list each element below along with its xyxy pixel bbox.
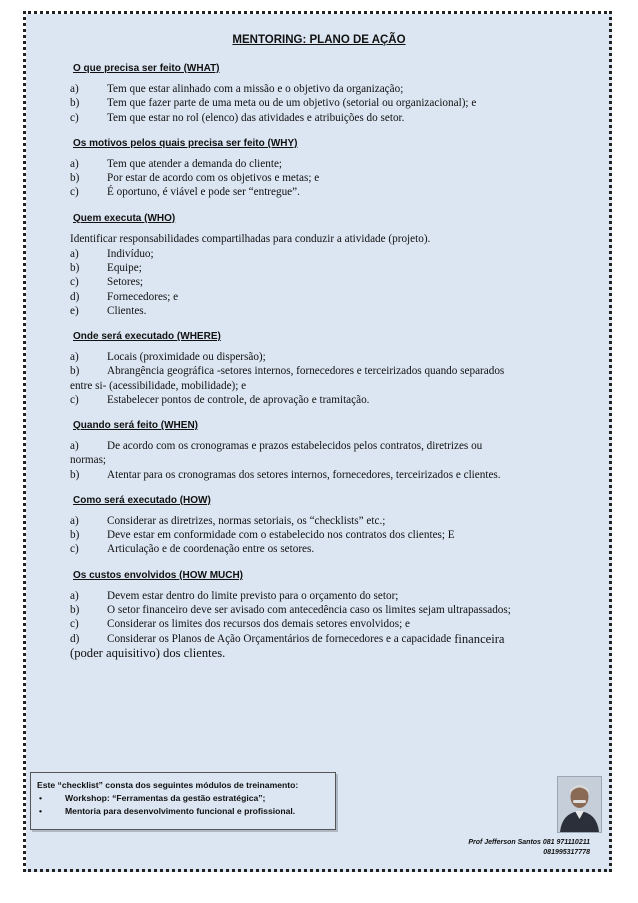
section-heading: Os motivos pelos quais precisa ser feito (WHY) bbox=[73, 137, 298, 149]
bullet-icon: • bbox=[39, 806, 43, 816]
list-item bbox=[70, 82, 590, 96]
person-portrait-icon bbox=[558, 777, 601, 832]
item-letter: b) bbox=[70, 97, 80, 110]
item-letter: c) bbox=[70, 393, 79, 406]
section-heading: O que precisa ser feito (WHAT) bbox=[73, 63, 220, 74]
signature-line-2: 081995317778 bbox=[543, 849, 590, 856]
signature-line-1: Prof Jefferson Santos 081 971110211 bbox=[468, 839, 590, 846]
item-text: Estabelecer pontos de controle, de aprovação e tramitação. bbox=[107, 393, 370, 406]
checklist-heading: Este “checklist” consta dos seguintes módulos de treinamento: bbox=[37, 780, 299, 790]
item-text: Considerar os limites dos recursos dos demais setores envolvidos; e bbox=[107, 618, 410, 631]
item-text: Devem estar dentro do limite previsto para o orçamento do setor; bbox=[107, 589, 399, 602]
item-letter: c) bbox=[70, 543, 79, 556]
item-text: Clientes. bbox=[107, 304, 147, 317]
item-text: Considerar as diretrizes, normas setoriais, os “checklists” etc.; bbox=[107, 515, 386, 528]
section-heading: Quem executa (WHO) bbox=[73, 212, 176, 224]
section bbox=[70, 212, 590, 318]
item-text: Abrangência geográfica -setores internos, fornecedores e terceirizados quando separados bbox=[107, 365, 505, 378]
list-item bbox=[70, 261, 590, 275]
section bbox=[70, 569, 590, 660]
item-text: De acordo com os cronogramas e prazos estabelecidos pelos contratos, diretrizes ou bbox=[107, 440, 483, 453]
checklist-bullet bbox=[37, 805, 329, 818]
item-text: Locais (proximidade ou dispersão); bbox=[107, 351, 266, 364]
item-letter: a) bbox=[70, 440, 79, 453]
item-text: Tem que estar alinhado com a missão e o objetivo da organização; bbox=[107, 83, 404, 96]
item-letter: a) bbox=[70, 248, 79, 261]
list-item bbox=[70, 514, 590, 528]
list-item bbox=[70, 275, 590, 289]
checklist-bullet-text: Workshop: “Ferramentas da gestão estratégica”; bbox=[65, 793, 266, 803]
document-body bbox=[70, 62, 590, 672]
item-text: Setores; bbox=[107, 276, 144, 289]
list-item bbox=[70, 528, 590, 542]
list-item bbox=[70, 393, 590, 407]
section bbox=[70, 494, 590, 557]
item-text: O setor financeiro deve ser avisado com antecedência caso os limites sejam ultrapassados; bbox=[107, 604, 511, 617]
item-letter: c) bbox=[70, 276, 79, 289]
item-text: Tem que estar no rol (elenco) das atividades e atribuições do setor. bbox=[107, 111, 405, 124]
item-continuation: (poder aquisitivo) dos clientes. bbox=[70, 645, 226, 660]
item-letter: c) bbox=[70, 111, 79, 124]
item-letter: b) bbox=[70, 365, 80, 378]
bullet-icon: • bbox=[39, 793, 43, 803]
list-item bbox=[70, 542, 590, 556]
list-item bbox=[70, 468, 590, 482]
item-letter: a) bbox=[70, 589, 79, 602]
item-letter: b) bbox=[70, 262, 80, 275]
section bbox=[70, 419, 590, 482]
list-item bbox=[70, 350, 590, 364]
item-text: É oportuno, é viável e pode ser “entregue”. bbox=[107, 186, 300, 199]
item-letter: b) bbox=[70, 529, 80, 542]
section bbox=[70, 137, 590, 200]
author-signature bbox=[420, 838, 590, 858]
item-letter: a) bbox=[70, 351, 79, 364]
list-item bbox=[70, 111, 590, 125]
item-text: Tem que fazer parte de uma meta ou de um objetivo (setorial ou organizacional); e bbox=[107, 97, 477, 110]
item-continuation: entre si- (acessibilidade, mobilidade); e bbox=[70, 379, 247, 392]
section-heading: Como será executado (HOW) bbox=[73, 494, 211, 506]
section-intro: Identificar responsabilidades compartilhadas para conduzir a atividade (projeto). bbox=[70, 232, 431, 245]
item-text: Atentar para os cronogramas dos setores internos, fornecedores, terceirizados e clientes. bbox=[107, 468, 501, 481]
item-letter: e) bbox=[70, 304, 79, 317]
item-letter: d) bbox=[70, 632, 80, 645]
list-item bbox=[70, 290, 590, 304]
list-item bbox=[70, 617, 590, 631]
item-letter: a) bbox=[70, 515, 79, 528]
section-heading: Quando será feito (WHEN) bbox=[73, 420, 199, 432]
checklist-bullet bbox=[37, 792, 329, 805]
item-text: Deve estar em conformidade com o estabelecido nos contratos dos clientes; E bbox=[107, 529, 455, 542]
list-item bbox=[70, 439, 590, 453]
list-item bbox=[70, 589, 590, 603]
checklist-bullet-text: Mentoria para desenvolvimento funcional e profissional. bbox=[65, 806, 296, 816]
section bbox=[70, 62, 590, 125]
list-item bbox=[70, 632, 590, 646]
list-item bbox=[70, 96, 590, 110]
item-letter: c) bbox=[70, 186, 79, 199]
item-letter: c) bbox=[70, 618, 79, 631]
item-letter: a) bbox=[70, 158, 79, 171]
item-continuation: normas; bbox=[70, 454, 107, 467]
list-item bbox=[70, 185, 590, 199]
list-item bbox=[70, 157, 590, 171]
item-letter: b) bbox=[70, 172, 80, 185]
section-heading: Onde será executado (WHERE) bbox=[73, 331, 221, 343]
item-text: Por estar de acordo com os objetivos e metas; e bbox=[107, 172, 320, 185]
item-letter: b) bbox=[70, 604, 80, 617]
author-photo bbox=[557, 776, 602, 833]
item-text: Articulação e de coordenação entre os setores. bbox=[107, 543, 315, 556]
list-item bbox=[70, 304, 590, 318]
item-letter: b) bbox=[70, 468, 80, 481]
item-text: Tem que atender a demanda do cliente; bbox=[107, 158, 283, 171]
list-item bbox=[70, 364, 590, 378]
page-title: MENTORING: PLANO DE AÇÃO bbox=[232, 34, 406, 46]
list-item bbox=[70, 603, 590, 617]
item-letter: d) bbox=[70, 290, 80, 303]
section-heading: Os custos envolvidos (HOW MUCH) bbox=[73, 569, 244, 581]
checklist-box bbox=[30, 772, 336, 830]
item-text: Equipe; bbox=[107, 262, 142, 275]
item-text-tail: financeira bbox=[454, 631, 505, 646]
list-item bbox=[70, 247, 590, 261]
item-text: Considerar os Planos de Ação Orçamentários de fornecedores e a capacidade bbox=[107, 632, 452, 645]
list-item bbox=[70, 171, 590, 185]
item-text: Fornecedores; e bbox=[107, 290, 179, 303]
item-text: Indivíduo; bbox=[107, 248, 154, 261]
section bbox=[70, 330, 590, 407]
item-letter: a) bbox=[70, 83, 79, 96]
